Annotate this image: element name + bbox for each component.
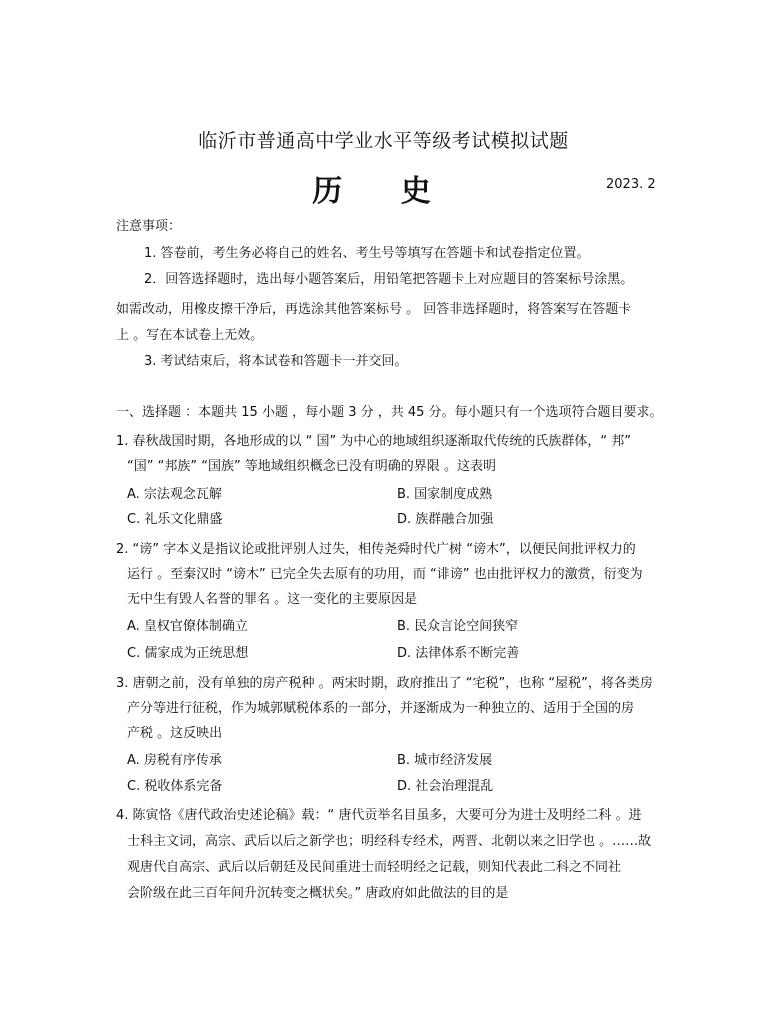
notes-line: 1. 答卷前，考生务必将自己的姓名、考生号等填写在答题卡和试卷指定位置。: [144, 246, 590, 261]
question-1-text: “国” “邦族” “国族” 等地域组织概念已没有明确的界限 。这表明: [127, 459, 496, 474]
question-2-option-b: B. 民众言论空间狭窄: [397, 619, 519, 634]
question-1-option-a: A. 宗法观念瓦解: [127, 487, 222, 502]
notes-heading: 注意事项：: [116, 219, 182, 234]
notes-line: 3. 考试结束后，将本试卷和答题卡一并交回。: [144, 354, 408, 369]
notes-line: 2．回答选择题时，选出每小题答案后，用铅笔把答题卡上对应题目的答案标号涂黑。: [144, 272, 634, 287]
question-4-text: 士科主文词，高宗、武后以后之新学也；明经科专经术，两晋、北朝以来之旧学也 。……故: [127, 834, 652, 849]
question-3-option-a: A. 房税有序传承: [127, 753, 222, 768]
question-1-option-c: C. 礼乐文化鼎盛: [127, 512, 223, 527]
notes-line: 上 。写在本试卷上无效。: [116, 328, 264, 343]
question-2-option-c: C. 儒家成为正统思想: [127, 646, 249, 661]
exam-title: 临沂市普通高中学业水平等级考试模拟试题: [198, 130, 569, 152]
question-1-option-b: B. 国家制度成熟: [397, 487, 493, 502]
question-2-text: 2. “谤” 字本义是指议论或批评别人过失，相传尧舜时代广树 “谤木”，以便民间批评权力的: [116, 542, 636, 557]
question-3-text: 产税 。这反映出: [127, 726, 223, 741]
question-2-option-d: D. 法律体系不断完善: [397, 646, 520, 661]
exam-date: 2023. 2: [606, 177, 656, 192]
question-3-option-b: B. 城市经济发展: [397, 753, 493, 768]
notes-line: 如需改动，用橡皮擦干净后，再选涂其他答案标号 。 回答非选择题时，将答案写在答题卡: [116, 302, 632, 317]
question-2-text: 运行 。至秦汉时 “谤木” 已完全失去原有的功用，而 “诽谤” 也由批评权力的激赏，衍变为: [127, 567, 643, 582]
question-3-text: 3. 唐朝之前，没有单独的房产税种 。两宋时期，政府推出了 “宅税”，也称 “屋税”，将各类房: [116, 676, 653, 691]
question-4-text: 会阶级在此三百年间升沉转变之概状矣。” 唐政府如此做法的目的是: [127, 886, 509, 901]
question-1-text: 1. 春秋战国时期，各地形成的以 “ 国” 为中心的地域组织逐渐取代传统的氏族群体，“ 邦”: [116, 434, 632, 449]
subject-title: 历 史: [312, 174, 455, 209]
question-1-option-d: D. 族群融合加强: [397, 512, 494, 527]
question-2-text: 无中生有毁人名誉的罪名 。这一变化的主要原因是: [127, 592, 418, 607]
question-3-text: 产分等进行征税，作为城郭赋税体系的一部分，并逐渐成为一种独立的、适用于全国的房: [127, 701, 635, 716]
question-4-text: 观唐代自高宗、武后以后朝廷及民间重进士而轻明经之记载，则知代表此二科之不同社: [127, 860, 622, 875]
question-2-option-a: A. 皇权官僚体制确立: [127, 619, 248, 634]
question-3-option-c: C. 税收体系完备: [127, 779, 223, 794]
question-4-text: 4. 陈寅恪《唐代政治史述论稿》载：“ 唐代贡举名目虽多，大要可分为进士及明经二科 。进: [116, 808, 642, 823]
section-heading: 一、选择题 ：本题共 15 小题 ，每小题 3 分 ，共 45 分。每小题只有一个选项符合题目要求。: [116, 405, 663, 420]
question-3-option-d: D. 社会治理混乱: [397, 779, 494, 794]
